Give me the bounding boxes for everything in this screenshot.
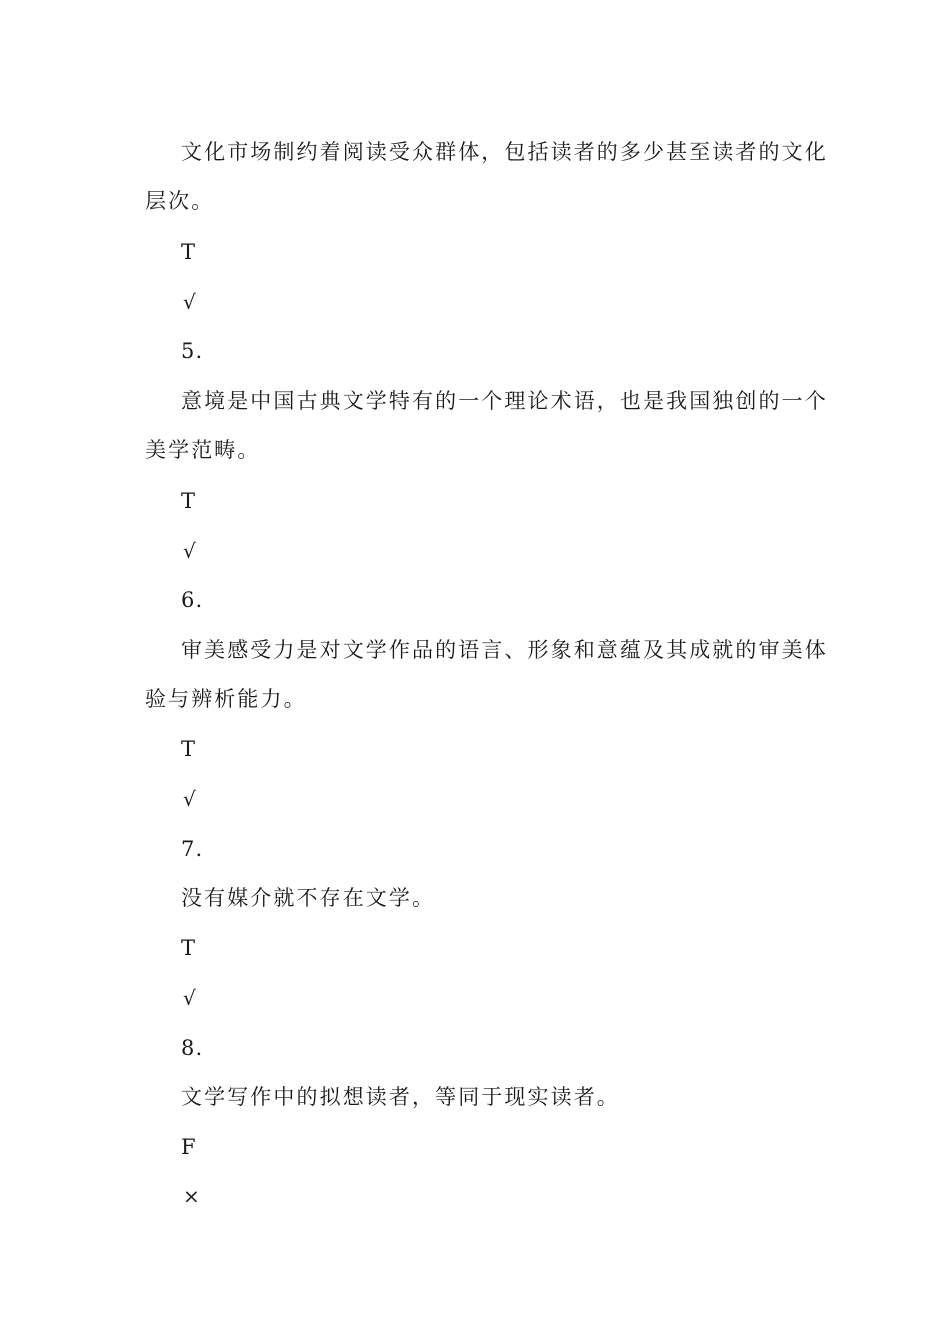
question-number: 5. <box>181 339 204 363</box>
question-number: 8. <box>181 1036 204 1060</box>
correct-mark-icon: √ <box>183 539 197 563</box>
question-number: 6. <box>181 588 204 612</box>
answer-value: T <box>181 737 197 761</box>
answer-value: F <box>181 1135 197 1159</box>
question-text-line: 文化市场制约着阅读受众群体，包括读者的多少甚至读者的文化 <box>181 140 828 164</box>
question-text-line: 层次。 <box>145 189 215 213</box>
question-number: 7. <box>181 837 204 861</box>
question-text-line: 没有媒介就不存在文学。 <box>181 886 436 910</box>
question-text-line: 美学范畴。 <box>145 438 261 462</box>
question-text-line: 验与辨析能力。 <box>145 687 307 711</box>
wrong-mark-icon: × <box>183 1184 201 1208</box>
question-text-line: 意境是中国古典文学特有的一个理论术语，也是我国独创的一个 <box>181 389 828 413</box>
question-text-line: 审美感受力是对文学作品的语言、形象和意蕴及其成就的审美体 <box>181 638 828 662</box>
answer-value: T <box>181 489 197 513</box>
correct-mark-icon: √ <box>183 986 197 1010</box>
correct-mark-icon: √ <box>183 787 197 811</box>
question-text-line: 文学写作中的拟想读者，等同于现实读者。 <box>181 1085 620 1109</box>
answer-value: T <box>181 240 197 264</box>
answer-value: T <box>181 936 197 960</box>
correct-mark-icon: √ <box>183 290 197 314</box>
